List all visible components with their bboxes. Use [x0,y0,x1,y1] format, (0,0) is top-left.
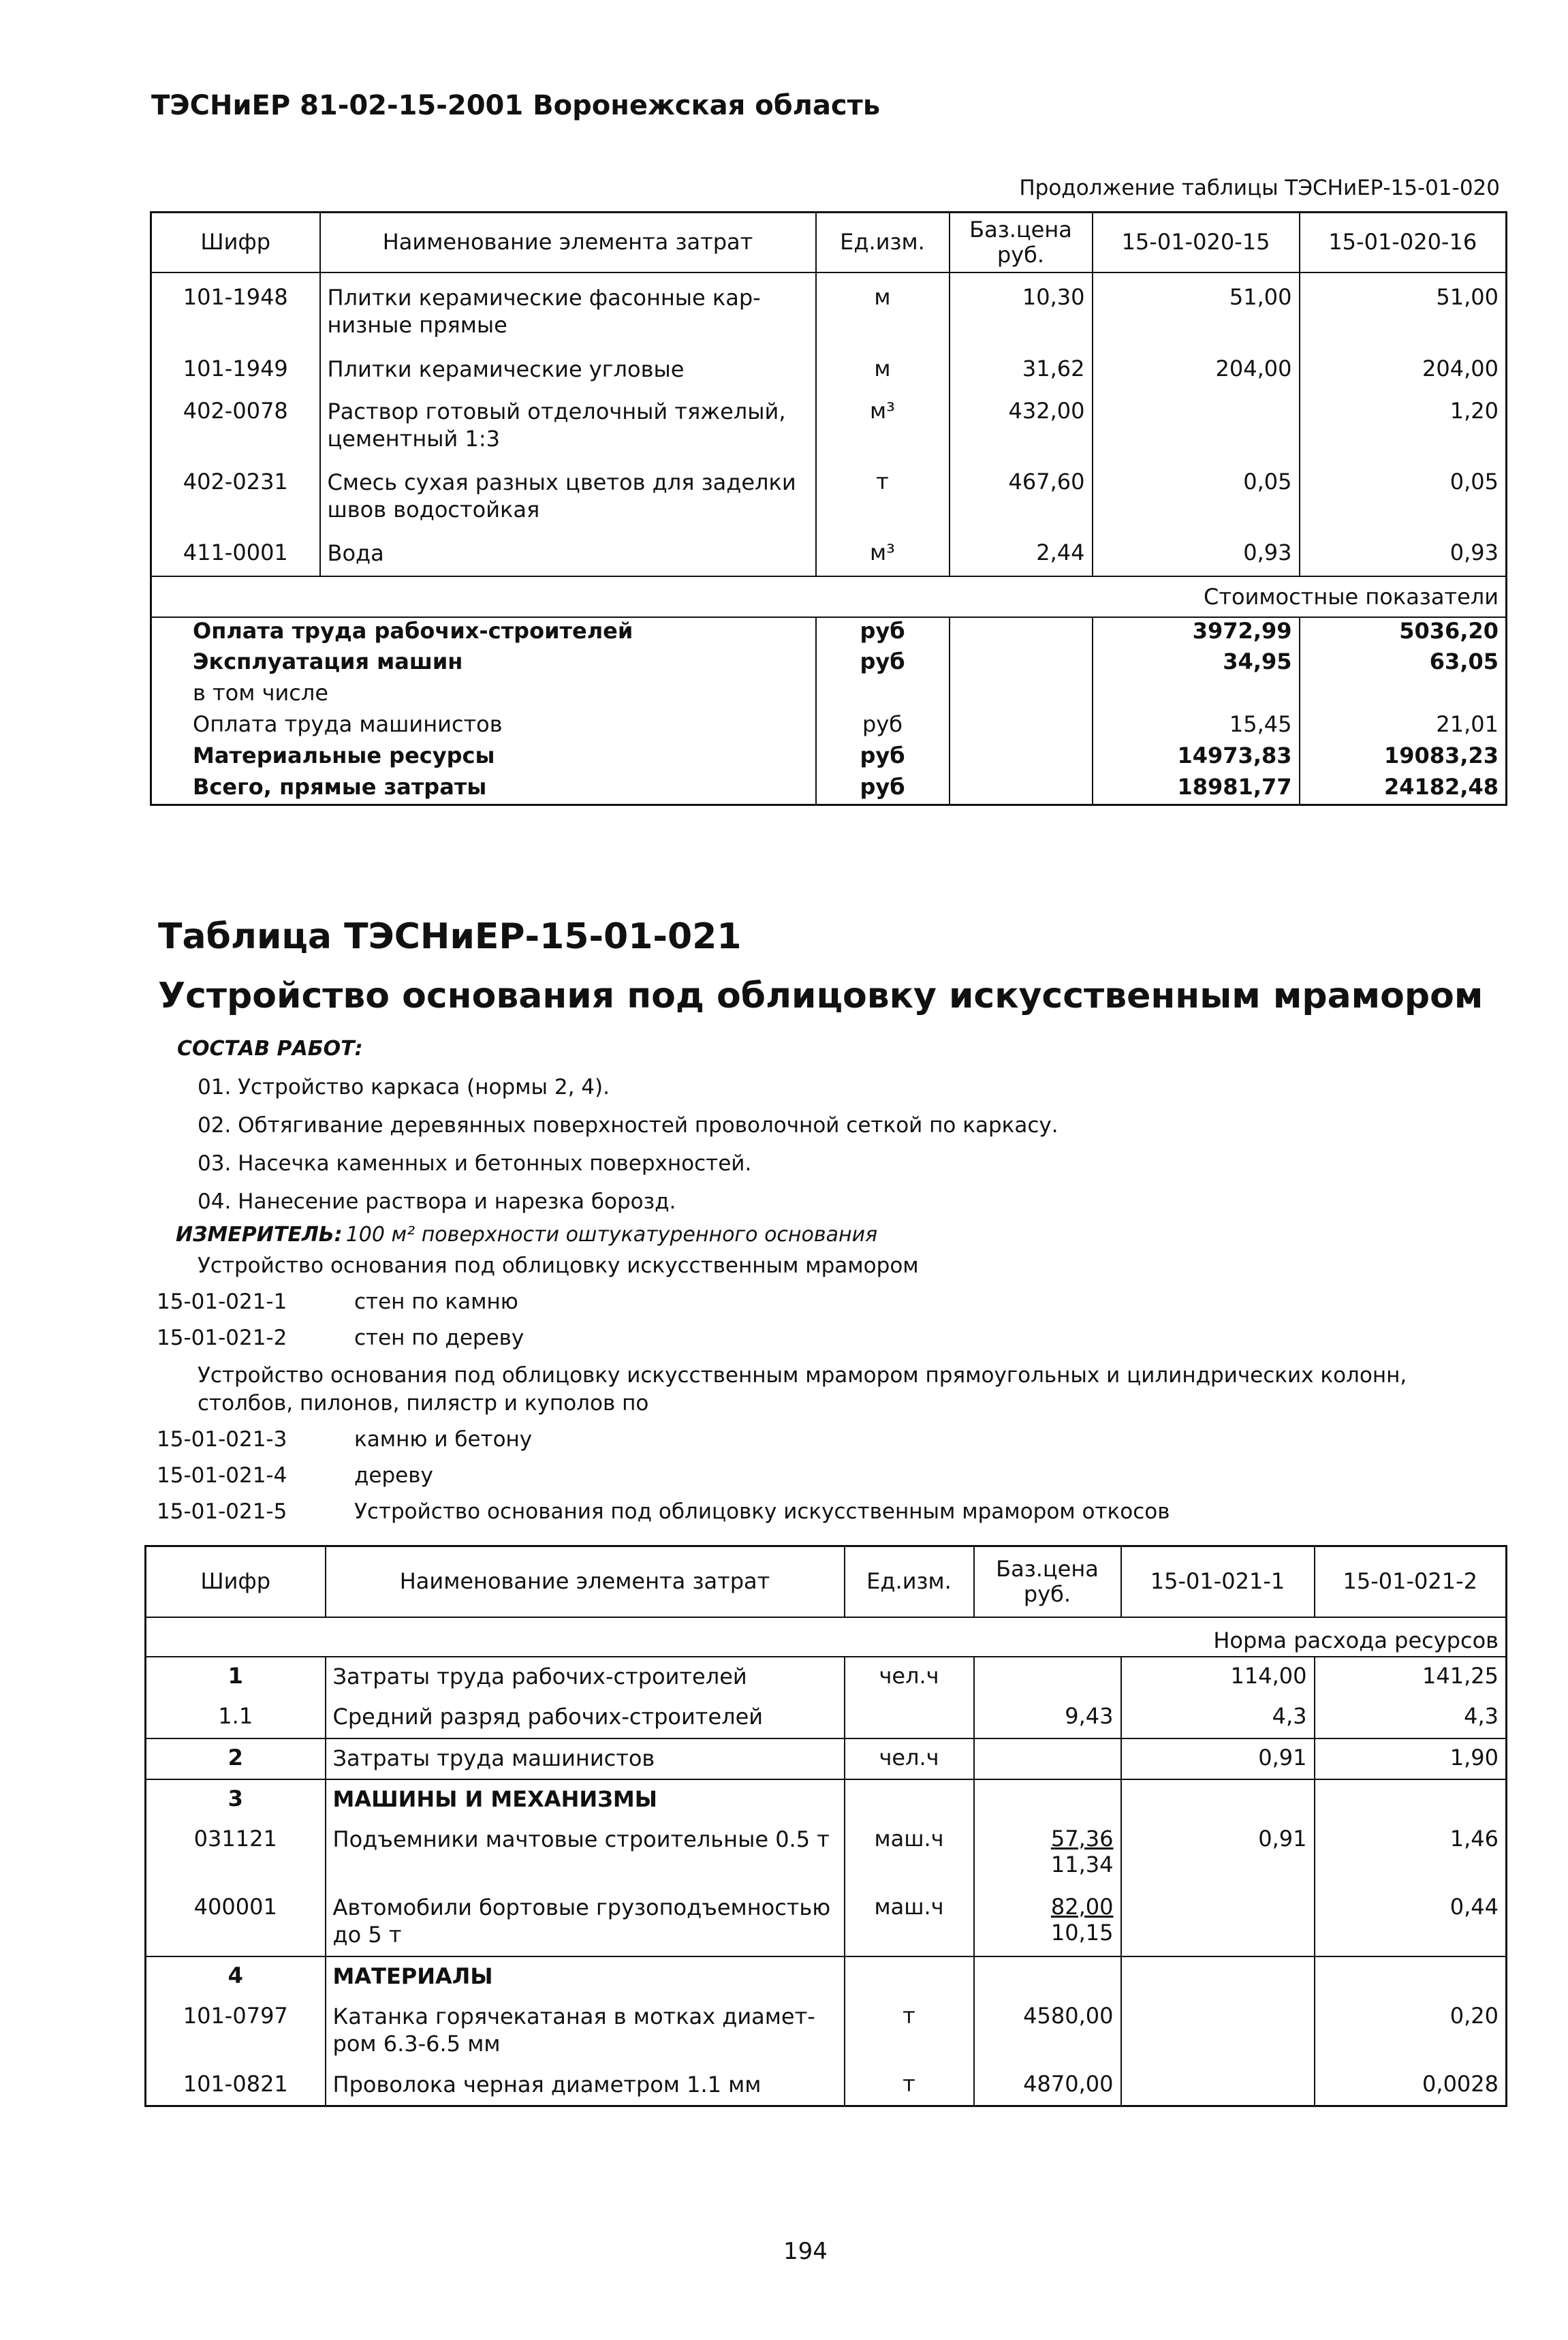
table-subtitle: Устройство основания под облицовку искусственным мрамором [158,976,1484,1016]
cell-unit: м [816,272,950,350]
table-row [146,1820,1507,1888]
cell-code: 1.1 [146,1698,326,1738]
cell-price [950,649,1093,680]
cell-price: 31,62 [950,350,1093,392]
cell-name: Катанка горячекатаная в мотках диамет-ром 6.3-6.5 мм [326,1997,845,2065]
cell-unit: м³ [816,392,950,463]
column-header: Наименование элемента затрат [320,213,816,272]
cell-price [950,711,1093,743]
cell-value: 21,01 [1300,711,1507,743]
cost-header-row [151,576,1507,617]
cell-unit [845,1779,974,1820]
item-text: дереву [354,1463,433,1488]
cost-row [151,680,1507,711]
cell-unit: руб [816,774,950,805]
page-number: 194 [783,2238,828,2265]
table-row [146,1698,1507,1738]
cell-name: Всего, прямые затраты [193,773,487,800]
cell-price [974,1698,1121,1738]
works-label: СОСТАВ РАБОТ: [177,1037,363,1061]
table-row [151,272,1507,350]
work-item: 02. Обтягивание деревянных поверхностей проволочной сеткой по каркасу. [198,1113,1059,1138]
cell-price: 2,44 [950,534,1093,576]
cell-value: 0,93 [1300,534,1507,576]
cell-value: 141,25 [1315,1657,1507,1698]
resource-table-15-01-020 [150,211,1507,806]
cell-code: 4 [146,1956,326,1997]
cell-code: 101-0821 [146,2065,326,2106]
item-code: 15-01-021-2 [157,1326,287,1350]
cost-row [151,743,1507,774]
column-header: Наименование элемента затрат [326,1546,845,1617]
item-code: 15-01-021-5 [157,1499,287,1524]
cell-value: 4,3 [1121,1698,1315,1738]
cell-value: 204,00 [1093,350,1300,392]
cell-value: 1,90 [1315,1738,1507,1779]
cell-value: 3972,99 [1093,617,1300,649]
cell-price [950,774,1093,805]
cell-unit: т [845,1997,974,2065]
cell-value: 14973,83 [1093,743,1300,774]
cell-unit [845,1956,974,1997]
table-row [151,392,1507,463]
cell-code: 101-1949 [151,350,320,392]
cell-value: 0,93 [1093,534,1300,576]
cell-value [1093,680,1300,711]
table-row [151,534,1507,576]
cell-unit [845,1698,974,1738]
cost-row [151,649,1507,680]
cell-value: 204,00 [1300,350,1507,392]
table-continuation-label: Продолжение таблицы ТЭСНиЕР-15-01-020 [1019,176,1500,200]
table-row [146,1738,1507,1779]
column-header: 15-01-020-16 [1300,213,1507,272]
cell-value: 51,00 [1300,272,1507,350]
cell-value: 0,91 [1121,1738,1315,1779]
cell-name: Материальные ресурсы [193,742,495,768]
work-item: 03. Насечка каменных и бетонных поверхностей. [198,1151,752,1176]
group-heading: Устройство основания под облицовку искусственным мрамором [198,1253,919,1278]
cell-unit: м³ [816,534,950,576]
cell-price [974,1888,1121,1956]
table-row [146,1779,1507,1820]
cell-value [1315,1779,1507,1820]
cell-price [974,1738,1121,1779]
cell-name: Оплата труда машинистов [193,711,503,737]
cost-row [151,617,1507,649]
cell-value: 1,46 [1315,1820,1507,1888]
cell-name: МАТЕРИАЛЫ [326,1956,845,1997]
cell-value [1121,2065,1315,2106]
measure-text: 100 м² поверхности оштукатуренного основания [345,1223,878,1247]
cell-code: 3 [146,1779,326,1820]
cell-name: Эксплуатация машин [193,648,463,674]
table-row [146,1997,1507,2065]
cell-code: 402-0078 [151,392,320,463]
cell-value: 24182,48 [1300,774,1507,805]
cell-value: 18981,77 [1093,774,1300,805]
cell-price [974,1956,1121,1997]
table-row [146,1657,1507,1698]
table-row [146,2065,1507,2106]
cell-name: Вода [320,534,816,576]
cell-name: Затраты труда машинистов [326,1738,845,1779]
cell-value: 0,0028 [1315,2065,1507,2106]
cell-name: МАШИНЫ И МЕХАНИЗМЫ [326,1779,845,1820]
cell-value: 0,44 [1315,1888,1507,1956]
table-row [146,1888,1507,1956]
price-value: 4870,00 [1023,2070,1114,2097]
price-machinist-wage: 11,34 [1050,1851,1114,1877]
group-heading: Устройство основания под облицовку искусственным мрамором прямоугольных и цилиндрических колонн, [198,1363,1407,1388]
cell-value: 19083,23 [1300,743,1507,774]
item-text: Устройство основания под облицовку искусственным мрамором откосов [354,1499,1170,1524]
cell-name: Смесь сухая разных цветов для заделки швов водостойкая [320,463,816,534]
cell-code: 2 [146,1738,326,1779]
cell-price [950,743,1093,774]
cell-value [1121,1888,1315,1956]
cell-value: 34,95 [1093,649,1300,680]
cell-unit: чел.ч [845,1738,974,1779]
cell-price [950,617,1093,649]
cell-value: 1,20 [1300,392,1507,463]
table-header-row [151,213,1507,272]
cell-value: 4,3 [1315,1698,1507,1738]
price-value: 4580,00 [1023,2002,1114,2029]
cell-value: 114,00 [1121,1657,1315,1698]
price-machinist-wage: 10,15 [1050,1919,1114,1946]
column-header: 15-01-021-2 [1315,1546,1507,1617]
cell-name: Плитки керамические угловые [320,350,816,392]
item-text: стен по камню [354,1290,518,1314]
cell-value: 51,00 [1093,272,1300,350]
column-header: Ед.изм. [816,213,950,272]
cell-value [1300,680,1507,711]
price-value: 57,36 [1050,1825,1114,1852]
cost-row [151,711,1507,743]
cell-price: 10,30 [950,272,1093,350]
cell-price [974,1997,1121,2065]
cost-row [151,774,1507,805]
work-item: 04. Нанесение раствора и нарезка борозд. [198,1189,676,1214]
cell-name: Подъемники мачтовые строительные 0.5 т [326,1820,845,1888]
cell-value: 0,05 [1300,463,1507,534]
cell-code: 411-0001 [151,534,320,576]
cell-name: Затраты труда рабочих-строителей [326,1657,845,1698]
measure-line [176,1223,877,1247]
resource-table-15-01-021 [144,1545,1507,2107]
cell-value [1315,1956,1507,1997]
item-text: стен по дереву [354,1326,524,1350]
cell-price: 432,00 [950,392,1093,463]
cell-unit: т [845,2065,974,2106]
cell-value: 0,05 [1093,463,1300,534]
cell-name: Раствор готовый отделочный тяжелый, цементный 1:3 [320,392,816,463]
item-text: камню и бетону [354,1427,533,1452]
table-row [146,1956,1507,1997]
cell-value: 5036,20 [1300,617,1507,649]
cell-unit: маш.ч [845,1820,974,1888]
table-header-row [146,1546,1507,1617]
cell-unit: т [816,463,950,534]
cell-value: 0,20 [1315,1997,1507,2065]
cell-value: 15,45 [1093,711,1300,743]
cell-value: 63,05 [1300,649,1507,680]
cell-price [974,2065,1121,2106]
cell-name: Плитки керамические фасонные кар-низные прямые [320,272,816,350]
cell-unit: руб [816,743,950,774]
item-code: 15-01-021-1 [157,1290,287,1314]
cell-code: 400001 [146,1888,326,1956]
table-row [151,350,1507,392]
cell-name: Оплата труда рабочих-строителей [151,617,816,649]
cell-price [950,680,1093,711]
cell-unit: чел.ч [845,1657,974,1698]
cell-value: 0,91 [1121,1820,1315,1888]
cell-code: 402-0231 [151,463,320,534]
cell-code: 101-1948 [151,272,320,350]
document-title: ТЭСНиЕР 81-02-15-2001 Воронежская область [151,90,881,121]
cell-price [974,1820,1121,1888]
price-value: 9,43 [1065,1702,1114,1729]
norm-header-row [146,1617,1507,1657]
work-item: 01. Устройство каркаса (нормы 2, 4). [198,1075,610,1099]
cell-unit [816,680,950,711]
cell-value [1121,1956,1315,1997]
cell-unit: руб [816,617,950,649]
column-header: Баз.цена руб. [950,213,1093,272]
cell-unit: м [816,350,950,392]
cell-value [1093,392,1300,463]
cell-unit: маш.ч [845,1888,974,1956]
cell-code: 1 [146,1657,326,1698]
cell-code: 031121 [146,1820,326,1888]
cell-name: Автомобили бортовые грузоподъемностью до 5 т [326,1888,845,1956]
cell-value [1121,1779,1315,1820]
cell-price: 467,60 [950,463,1093,534]
cell-price [974,1657,1121,1698]
column-header: 15-01-020-15 [1093,213,1300,272]
table-row [151,463,1507,534]
measure-label: ИЗМЕРИТЕЛЬ: [176,1223,343,1247]
cell-name: Проволока черная диаметром 1.1 мм [326,2065,845,2106]
column-header: 15-01-021-1 [1121,1546,1315,1617]
cell-name: в том числе [193,679,328,706]
table-title: Таблица ТЭСНиЕР-15-01-021 [158,916,742,957]
cell-code: 101-0797 [146,1997,326,2065]
cell-name: Средний разряд рабочих-строителей [326,1698,845,1738]
column-header: Шифр [151,213,320,272]
group-heading-cont: столбов, пилонов, пилястр и куполов по [198,1391,649,1416]
cell-value [1121,1997,1315,2065]
column-header: Баз.цена руб. [974,1546,1121,1617]
cell-unit: руб [816,711,950,743]
item-code: 15-01-021-3 [157,1427,287,1452]
item-code: 15-01-021-4 [157,1463,287,1488]
cost-header: Стоимостные показатели [151,576,1507,617]
cell-unit: руб [816,649,950,680]
column-header: Ед.изм. [845,1546,974,1617]
norm-header: Норма расхода ресурсов [146,1617,1507,1657]
column-header: Шифр [146,1546,326,1617]
cell-price [974,1779,1121,1820]
price-value: 82,00 [1050,1893,1114,1920]
